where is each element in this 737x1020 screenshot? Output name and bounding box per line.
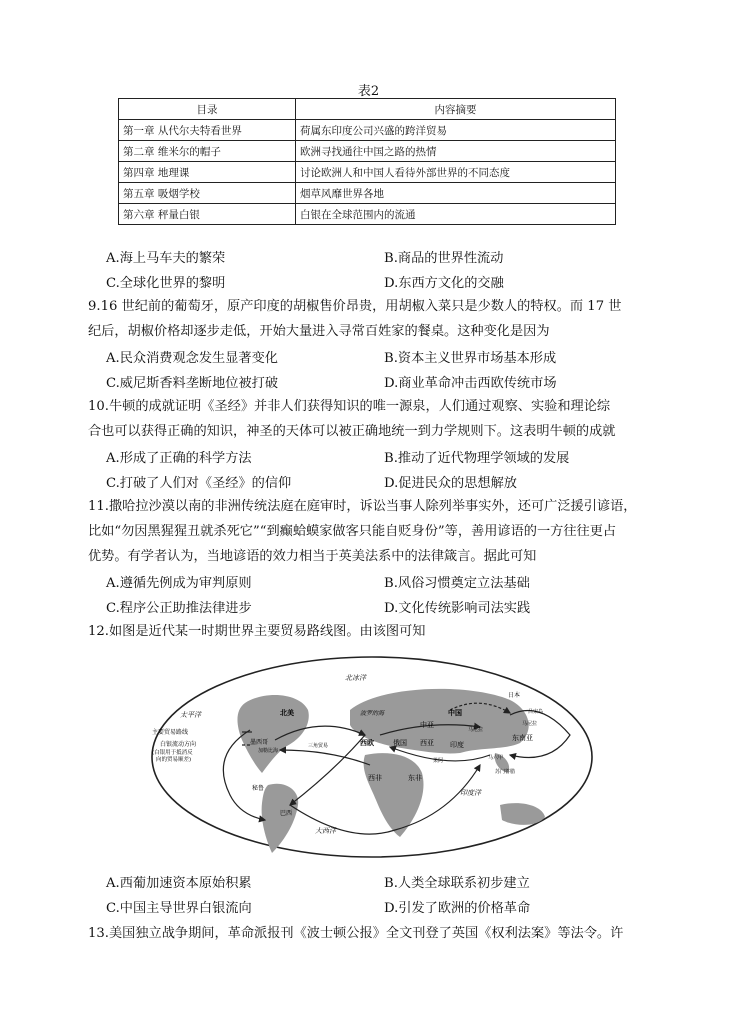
q10-stem-line1: 10.牛顿的成就证明《圣经》并非人们获得知识的唯一源泉，人们通过观察、实验和理论综 — [88, 399, 611, 414]
region-label: 马尼拉 — [468, 727, 484, 733]
q9-option-c[interactable]: C.威尼斯香料垄断地位被打破 — [106, 376, 279, 391]
q11-option-d[interactable]: D.文化传统影响司法实践 — [384, 601, 531, 616]
region-label: 马六甲 — [488, 755, 504, 761]
trade-route-map — [150, 655, 595, 860]
q9-option-d[interactable]: D.商业革命冲击西欧传统市场 — [384, 376, 557, 391]
q12-option-a[interactable]: A.西葡加速资本原始积累 — [106, 876, 252, 891]
region-label: 北美 — [280, 709, 294, 717]
q9-option-a[interactable]: A.民众消费观念发生显著变化 — [106, 351, 278, 366]
q8-option-c[interactable]: C.全球化世界的黎明 — [106, 276, 226, 291]
table-row — [119, 141, 616, 162]
legend-label: (白银用于抵消反 — [152, 750, 193, 756]
q11-stem-line3: 优势。有学者认为，当地谚语的效力相当于英美法系中的法律箴言。据此可知 — [88, 549, 537, 564]
region-label: 墨西哥 — [250, 739, 269, 746]
q8-option-b[interactable]: B.商品的世界性流动 — [384, 251, 504, 266]
q11-option-c[interactable]: C.程序公正助推法律进步 — [106, 601, 252, 616]
legend-label: 向的贸易顺差) — [156, 757, 192, 763]
region-label: 东南亚 — [512, 734, 533, 742]
q11-stem-line1: 11.撒哈拉沙漠以南的非洲传统法庭在庭审时，诉讼当事人除列举事实外，还可广泛援引谚语， — [88, 499, 637, 514]
summary-cell: 烟草风靡世界各地 — [296, 183, 616, 204]
q12-option-b[interactable]: B.人类全球联系初步建立 — [384, 876, 530, 891]
region-label: 中国 — [448, 709, 462, 717]
header-summary: 内容摘要 — [296, 99, 616, 120]
q8-option-a[interactable]: A.海上马车夫的繁荣 — [106, 251, 226, 266]
region-label: 加勒比海 — [258, 748, 279, 754]
ocean-label: 北冰洋 — [345, 674, 366, 682]
region-label: 印度 — [450, 741, 464, 749]
legend-label: 主要贸易路线 — [152, 729, 189, 736]
region-label: 西欧 — [360, 739, 374, 747]
ocean-label: 大西洋 — [315, 827, 336, 835]
q10-option-b[interactable]: B.推动了近代物理学领域的发展 — [384, 451, 570, 466]
q13-stem-line1: 13.美国独立战争期间，革命派报刊《波士顿公报》全文刊登了英国《权利法案》等法令。许 — [88, 926, 624, 941]
chapter-cell: 第四章 地理课 — [119, 162, 296, 183]
table-header-row — [119, 99, 616, 120]
region-label: 秘鲁 — [252, 785, 265, 792]
summary-cell: 讨论欧洲人和中国人看待外部世界的不同态度 — [296, 162, 616, 183]
table-row — [119, 162, 616, 183]
q11-stem-line2: 比如“勿因黑猩猩丑就杀死它”“到癫蛤蟆家做客只能自贬身份”等，善用谚语的一方往往更占 — [88, 524, 617, 539]
region-label: 西亚 — [420, 739, 434, 747]
q8-option-d[interactable]: D.东西方文化的交融 — [384, 276, 504, 291]
region-label: 果阿 — [433, 758, 444, 764]
q12-option-d[interactable]: D.引发了欧洲的价格革命 — [384, 901, 531, 916]
region-label: 中亚 — [420, 721, 434, 729]
header-contents: 目录 — [119, 99, 296, 120]
q10-option-c[interactable]: C.打破了人们对《圣经》的信仰 — [106, 476, 292, 491]
summary-cell: 荷属东印度公司兴盛的跨洋贸易 — [296, 120, 616, 141]
q12-option-c[interactable]: C.中国主导世界白银流向 — [106, 901, 252, 916]
summary-cell: 欧洲寻找通往中国之路的热情 — [296, 141, 616, 162]
q10-option-d[interactable]: D.促进民众的思想解放 — [384, 476, 517, 491]
q12-stem-line1: 12.如图是近代某一时期世界主要贸易路线图。由该图可知 — [88, 624, 426, 639]
q10-option-a[interactable]: A.形成了正确的科学方法 — [106, 451, 252, 466]
q11-option-a[interactable]: A.遵循先例成为审判原则 — [106, 576, 252, 591]
region-label: 吕宋岛 — [528, 709, 544, 715]
region-label: 三角贸易 — [308, 743, 329, 749]
ocean-label: 太平洋 — [180, 711, 201, 719]
region-label: 苏门答腊 — [495, 769, 516, 775]
q11-option-b[interactable]: B.风俗习惯奠定立法基础 — [384, 576, 530, 591]
region-label: 俄国 — [393, 739, 407, 747]
q10-stem-line2: 合也可以获得正确的知识，神圣的天体可以被正确地统一到力学规则下。这表明牛顿的成就 — [88, 424, 616, 439]
region-label: 东非 — [408, 774, 422, 782]
table-caption: 表2 — [357, 84, 380, 99]
chapter-cell: 第六章 秤量白银 — [119, 204, 296, 225]
contents-table — [118, 98, 616, 225]
region-label: 西非 — [368, 774, 382, 782]
region-label: 马尼拉 — [522, 721, 538, 727]
q9-stem-line2: 纪后，胡椒价格却逐步走低，开始大量进入寻常百姓家的餐桌。这种变化是因为 — [88, 324, 550, 339]
table-row — [119, 204, 616, 225]
ocean-label: 印度洋 — [460, 789, 481, 797]
region-label: 日本 — [508, 692, 521, 699]
chapter-cell: 第一章 从代尔夫特看世界 — [119, 120, 296, 141]
table-row — [119, 120, 616, 141]
q9-stem-line1: 9.16 世纪前的葡萄牙，原产印度的胡椒售价昂贵，用胡椒入菜只是少数人的特权。而 17 世 — [88, 299, 622, 314]
chapter-cell: 第五章 吸烟学校 — [119, 183, 296, 204]
q9-option-b[interactable]: B.资本主义世界市场基本形成 — [384, 351, 557, 366]
region-label: 波罗的海 — [360, 710, 385, 717]
summary-cell: 白银在全球范围内的流通 — [296, 204, 616, 225]
region-label: 巴西 — [280, 810, 293, 817]
legend-label: 白银流动方向 — [160, 741, 197, 748]
table-row — [119, 183, 616, 204]
chapter-cell: 第二章 维米尔的帽子 — [119, 141, 296, 162]
